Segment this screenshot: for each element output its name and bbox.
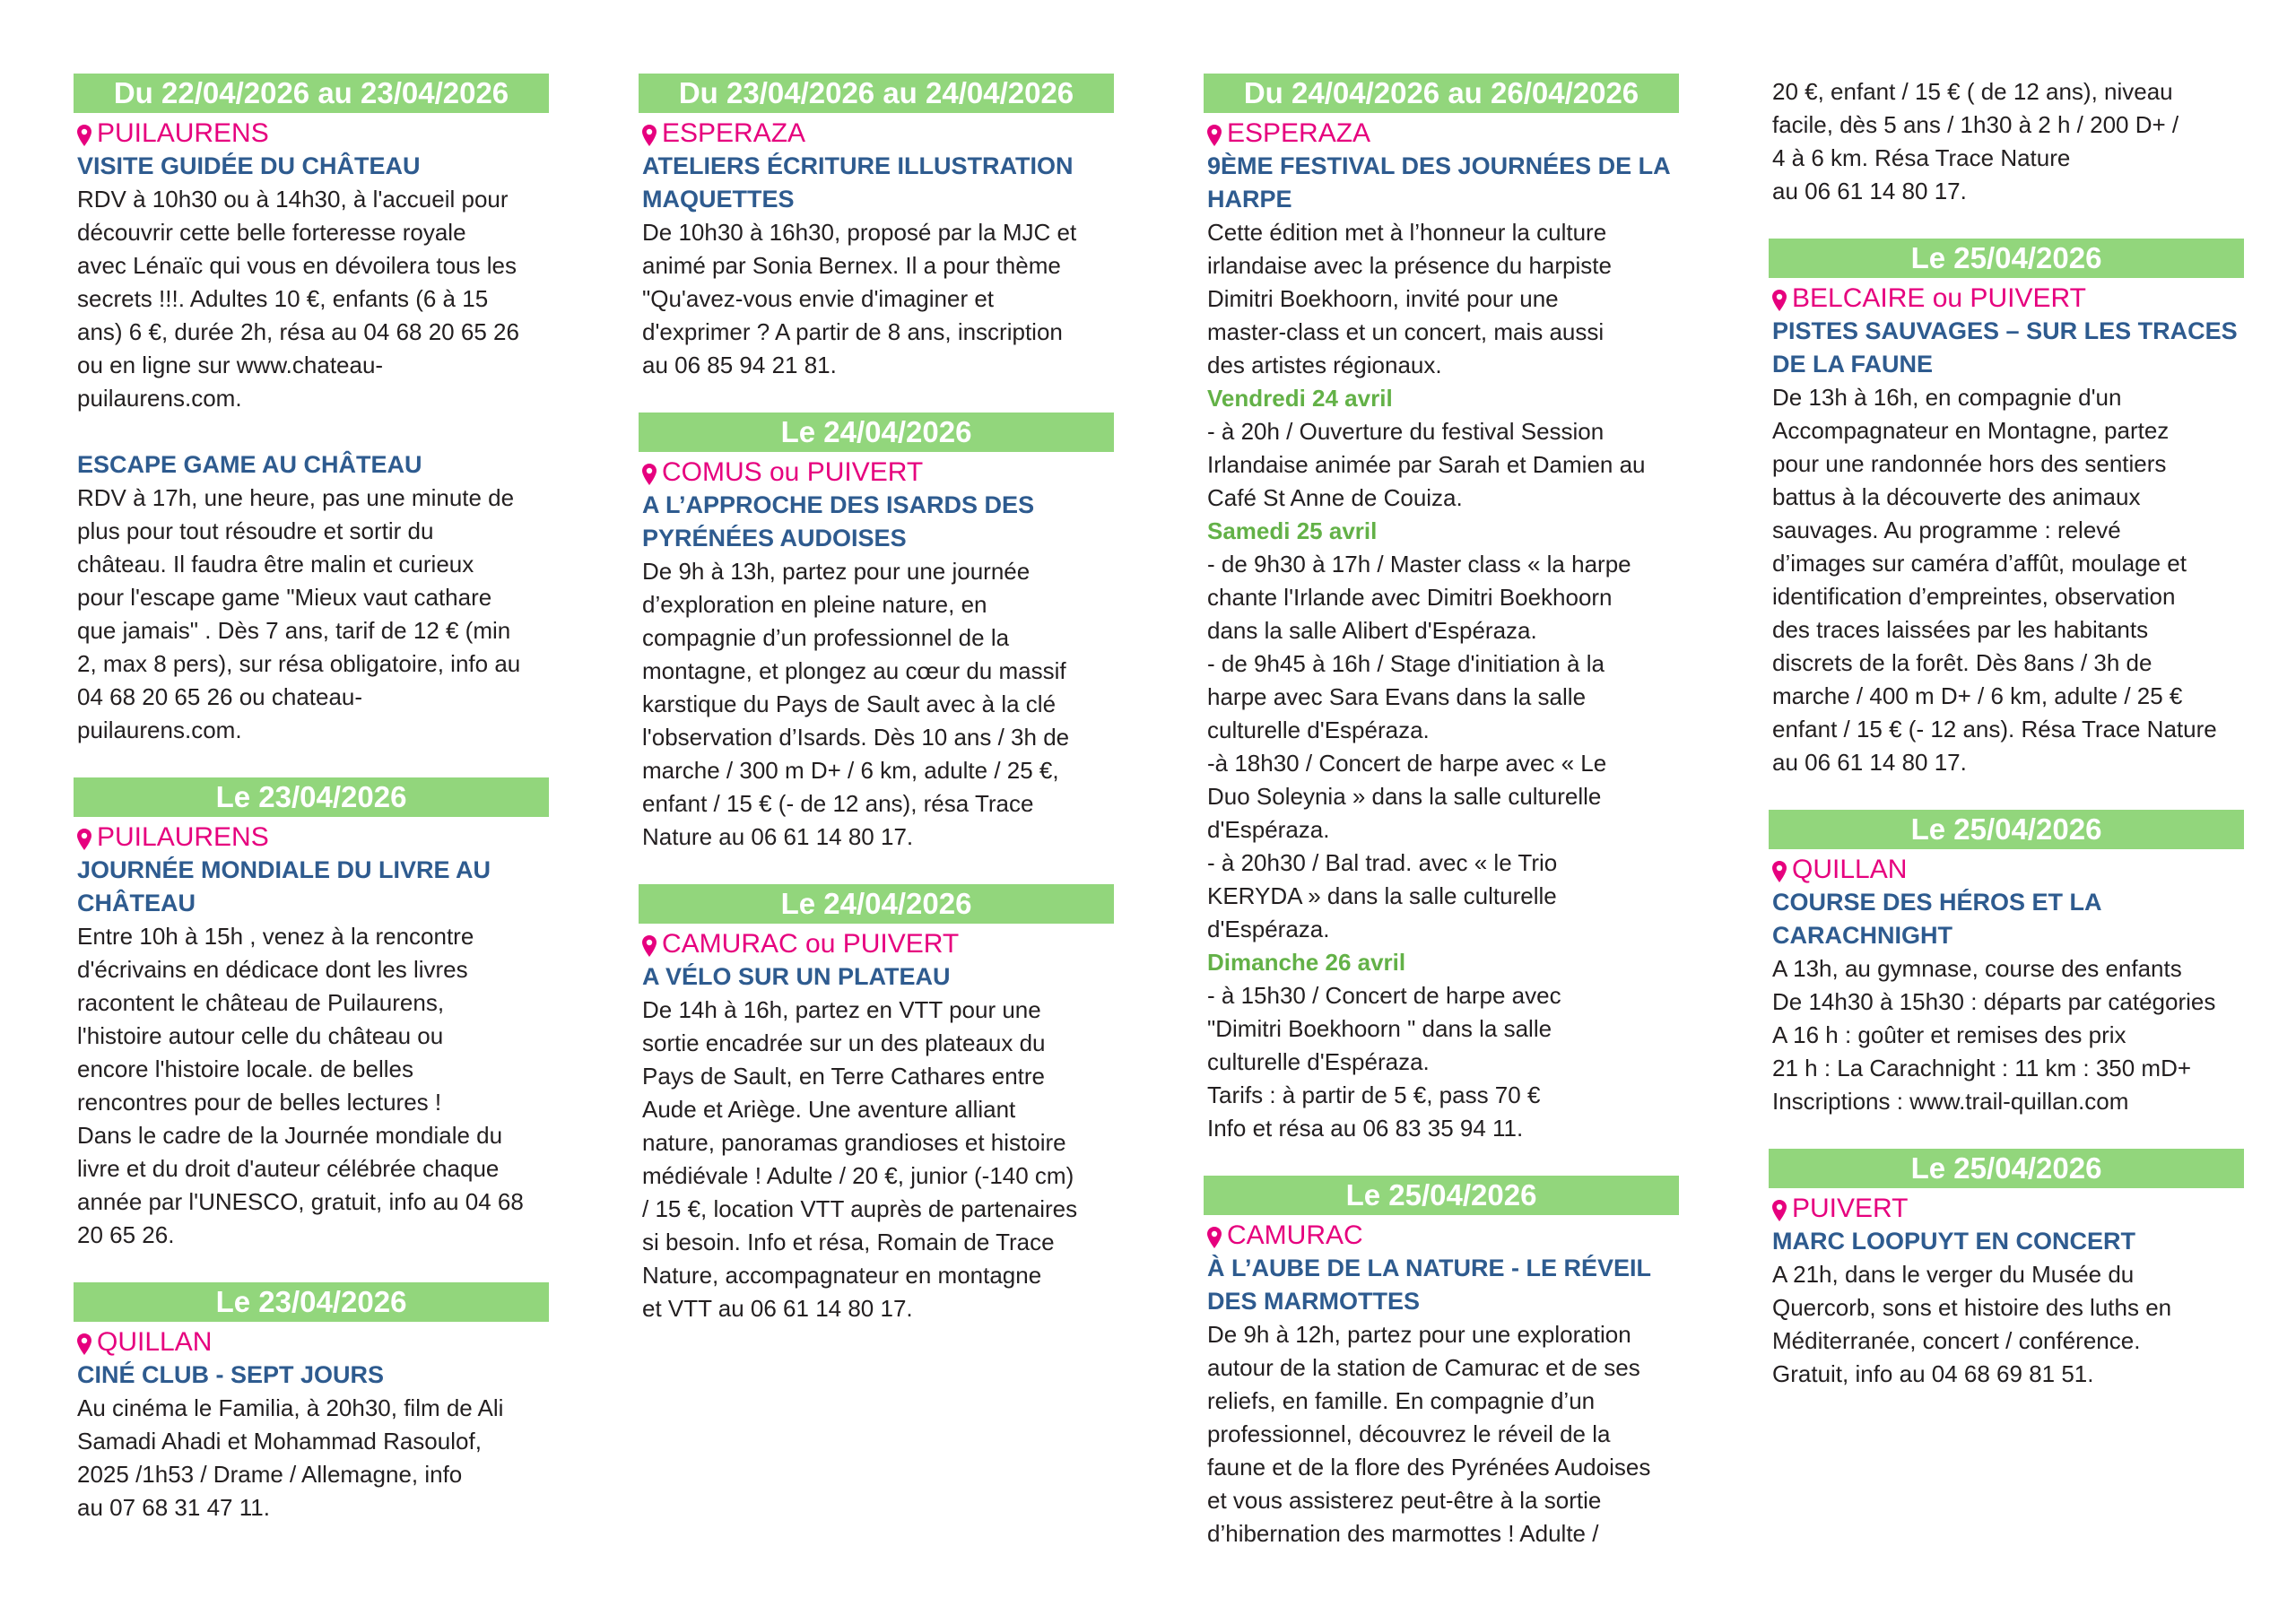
event-description-line: château. Il faudra être malin et curieux [77, 551, 474, 578]
event-description-line: Méditerranée, concert / conférence. [1772, 1327, 2141, 1354]
date-banner: Du 24/04/2026 au 26/04/2026 [1204, 74, 1679, 113]
column-4 [1769, 75, 2244, 1421]
event-description-line: - de 9h45 à 16h / Stage d'initiation à la [1207, 650, 1605, 677]
event-description-line: marche / 400 m D+ / 6 km, adulte / 25 € [1772, 682, 2183, 709]
event-title: MARC LOOPUYT EN CONCERT [1772, 1228, 2135, 1255]
day-heading: Dimanche 26 avril [1207, 949, 1406, 976]
event-description-line: au 06 61 14 80 17. [1772, 749, 1967, 776]
event-description-line: d’images sur caméra d’affût, moulage et [1772, 550, 2187, 577]
event-description-line: des traces laissées par les habitants [1772, 616, 2149, 643]
event-title: A VÉLO SUR UN PLATEAU [642, 963, 951, 990]
event-description-line: 2, max 8 pers), sur résa obligatoire, info au [77, 650, 521, 677]
event-section [639, 884, 1114, 1325]
event-description-line: ans) 6 €, durée 2h, résa au 04 68 20 65 26 [77, 318, 519, 345]
event-description-line: - à 20h30 / Bal trad. avec « le Trio [1207, 849, 1558, 876]
event-description-line: l'histoire autour celle du château ou [77, 1022, 444, 1049]
location-line [74, 1325, 549, 1359]
location-line [74, 821, 549, 854]
event-description-line: reliefs, en famille. En compagnie d’un [1207, 1387, 1596, 1414]
location-name: PUIVERT [1792, 1194, 1909, 1223]
date-banner: Le 25/04/2026 [1204, 1176, 1679, 1215]
location-line [639, 927, 1114, 960]
event-description-line: facile, dès 5 ans / 1h30 à 2 h / 200 D+ / [1772, 111, 2179, 138]
event-section [1769, 239, 2244, 779]
event-title: 9ÈME FESTIVAL DES JOURNÉES DE LA [1207, 152, 1671, 179]
event-description-line: pour l'escape game "Mieux vaut cathare [77, 584, 492, 611]
event-description-line: KERYDA » dans la salle culturelle [1207, 882, 1557, 909]
event-description-line: De 14h30 à 15h30 : départs par catégories [1772, 988, 2216, 1015]
date-banner: Le 25/04/2026 [1769, 810, 2244, 849]
event-description-line: compagnie d’un professionnel de la [642, 624, 1010, 651]
event-description-line: A 21h, dans le verger du Musée du [1772, 1261, 2135, 1288]
event-description-line: Aude et Ariège. Une aventure alliant [642, 1096, 1016, 1123]
event-title: CARACHNIGHT [1772, 922, 1952, 949]
event-description-line: professionnel, découvrez le réveil de la [1207, 1420, 1611, 1447]
event-title: A L’APPROCHE DES ISARDS DES [642, 491, 1035, 518]
date-banner: Le 24/04/2026 [639, 413, 1114, 452]
event-section [74, 74, 549, 747]
event-title: DES MARMOTTES [1207, 1288, 1421, 1315]
event-description-line: De 10h30 à 16h30, proposé par la MJC et [642, 219, 1077, 246]
event-description-line: racontent le château de Puilaurens, [77, 989, 445, 1016]
event-description-line: d'exprimer ? A partir de 8 ans, inscription [642, 318, 1063, 345]
event-description-line: rencontres pour de belles lectures ! [77, 1089, 442, 1116]
event-title: MAQUETTES [642, 186, 795, 213]
event-section [639, 74, 1114, 382]
event-description-line: sauvages. Au programme : relevé [1772, 517, 2121, 543]
location-name: QUILLAN [1792, 855, 1908, 884]
event-description-line: Inscriptions : www.trail-quillan.com [1772, 1088, 2129, 1115]
event-description-line: RDV à 17h, une heure, pas une minute de [77, 484, 515, 511]
event-description-line: identification d’empreintes, observation [1772, 583, 2176, 610]
event-description-line: secrets !!!. Adultes 10 €, enfants (6 à 15 [77, 285, 489, 312]
column-2 [639, 74, 1114, 1356]
event-description-line: d’exploration en pleine nature, en [642, 591, 987, 618]
location-line [1204, 117, 1679, 150]
event-description-line: discrets de la forêt. Dès 8ans / 3h de [1772, 649, 2152, 676]
event-title: JOURNÉE MONDIALE DU LIVRE AU [77, 856, 491, 883]
event-description-line: Entre 10h à 15h , venez à la rencontre [77, 923, 474, 950]
event-description-line: Samadi Ahadi et Mohammad Rasoulof, [77, 1428, 482, 1455]
event-description-line: livre et du droit d'auteur célébrée chaque [77, 1155, 500, 1182]
event-description-line: 4 à 6 km. Résa Trace Nature [1772, 144, 2071, 171]
event-description-line: Quercorb, sons et histoire des luths en [1772, 1294, 2172, 1321]
event-description-line: Gratuit, info au 04 68 69 81 51. [1772, 1360, 2094, 1387]
event-description-line: / 15 €, location VTT auprès de partenaires [642, 1195, 1078, 1222]
date-banner: Le 23/04/2026 [74, 1282, 549, 1322]
column-3 [1204, 74, 1679, 1581]
location-line [639, 117, 1114, 150]
location-name: CAMURAC ou PUIVERT [662, 929, 960, 959]
event-description-line: si besoin. Info et résa, Romain de Trace [642, 1229, 1055, 1255]
event-description-line: - à 20h / Ouverture du festival Session [1207, 418, 1605, 445]
event-description-line: l'observation d’Isards. Dès 10 ans / 3h de [642, 724, 1070, 751]
location-line [639, 456, 1114, 489]
event-description-line: 04 68 20 65 26 ou chateau- [77, 683, 363, 710]
date-banner: Du 23/04/2026 au 24/04/2026 [639, 74, 1114, 113]
event-description-line: d'écrivains en dédicace dont les livres [77, 956, 468, 983]
location-line [1769, 282, 2244, 315]
event-section [1204, 74, 1679, 1145]
event-description-line: culturelle d'Espéraza. [1207, 1048, 1430, 1075]
event-description-line: puilaurens.com. [77, 385, 242, 412]
event-description-line: pour une randonnée hors des sentiers [1772, 450, 2167, 477]
day-heading: Vendredi 24 avril [1207, 385, 1393, 412]
event-description-line: et VTT au 06 61 14 80 17. [642, 1295, 913, 1322]
location-name: ESPERAZA [662, 118, 806, 148]
event-description-line: irlandaise avec la présence du harpiste [1207, 252, 1612, 279]
event-title: VISITE GUIDÉE DU CHÂTEAU [77, 152, 421, 179]
event-description-line: - à 15h30 / Concert de harpe avec [1207, 982, 1561, 1009]
event-description-line: au 07 68 31 47 11. [77, 1494, 270, 1521]
event-description-line: Pays de Sault, en Terre Cathares entre [642, 1063, 1045, 1090]
event-description-line: Tarifs : à partir de 5 €, pass 70 € [1207, 1081, 1541, 1108]
event-description-line: nature, panoramas grandioses et histoire [642, 1129, 1066, 1156]
event-description-line: puilaurens.com. [77, 716, 242, 743]
location-name: PUILAURENS [97, 118, 269, 148]
event-title: HARPE [1207, 186, 1292, 213]
location-name: BELCAIRE ou PUIVERT [1792, 283, 2086, 313]
event-description-line: découvrir cette belle forteresse royale [77, 219, 466, 246]
event-section [1769, 75, 2244, 208]
event-description-line: ou en ligne sur www.chateau- [77, 352, 384, 378]
event-description-line: RDV à 10h30 ou à 14h30, à l'accueil pour [77, 186, 509, 213]
event-description-line: sortie encadrée sur un des plateaux du [642, 1029, 1046, 1056]
event-description-line: De 9h à 12h, partez pour une exploration [1207, 1321, 1631, 1348]
event-section [639, 413, 1114, 854]
event-description-line: d'Espéraza. [1207, 816, 1330, 843]
event-description-line: faune et de la flore des Pyrénées Audoises [1207, 1454, 1651, 1481]
event-description-line: Accompagnateur en Montagne, partez [1772, 417, 2170, 444]
event-description-line: Dans le cadre de la Journée mondiale du [77, 1122, 503, 1149]
event-section [1204, 1176, 1679, 1550]
location-line [1769, 853, 2244, 886]
event-description-line: "Dimitri Boekhoorn " dans la salle [1207, 1015, 1552, 1042]
date-banner: Le 25/04/2026 [1769, 1149, 2244, 1188]
event-description-line: enfant / 15 € (- de 12 ans), résa Trace [642, 790, 1034, 817]
event-description-line: que jamais" . Dès 7 ans, tarif de 12 € (min [77, 617, 511, 644]
event-description-line: Info et résa au 06 83 35 94 11. [1207, 1115, 1524, 1142]
location-line [1769, 1192, 2244, 1225]
event-description-line: 20 €, enfant / 15 € ( de 12 ans), niveau [1772, 78, 2173, 105]
event-description-line: avec Lénaïc qui vous en dévoilera tous les [77, 252, 517, 279]
event-description-line: A 13h, au gymnase, course des enfants [1772, 955, 2182, 982]
event-description-line: "Qu'avez-vous envie d'imaginer et [642, 285, 995, 312]
event-description-line: Dimitri Boekhoorn, invité pour une [1207, 285, 1559, 312]
location-name: QUILLAN [97, 1327, 213, 1357]
event-title: PYRÉNÉES AUDOISES [642, 525, 907, 551]
date-banner: Le 23/04/2026 [74, 777, 549, 817]
event-description-line: montagne, et plongez au cœur du massif [642, 657, 1066, 684]
date-banner: Le 25/04/2026 [1769, 239, 2244, 278]
event-description-line: 21 h : La Carachnight : 11 km : 350 mD+ [1772, 1055, 2192, 1081]
event-description-line: Café St Anne de Couiza. [1207, 484, 1463, 511]
event-description-line: master-class et un concert, mais aussi [1207, 318, 1605, 345]
event-description-line: animé par Sonia Bernex. Il a pour thème [642, 252, 1061, 279]
date-banner: Le 24/04/2026 [639, 884, 1114, 924]
event-description-line: De 14h à 16h, partez en VTT pour une [642, 996, 1041, 1023]
event-title: ATELIERS ÉCRITURE ILLUSTRATION [642, 152, 1074, 179]
event-section [1769, 1149, 2244, 1391]
date-banner: Du 22/04/2026 au 23/04/2026 [74, 74, 549, 113]
event-description-line: médiévale ! Adulte / 20 €, junior (-140 cm) [642, 1162, 1074, 1189]
event-description-line: culturelle d'Espéraza. [1207, 716, 1430, 743]
event-description-line: Au cinéma le Familia, à 20h30, film de Ali [77, 1394, 504, 1421]
day-heading: Samedi 25 avril [1207, 517, 1378, 544]
event-description-line: De 9h à 13h, partez pour une journée [642, 558, 1031, 585]
event-title: À L’AUBE DE LA NATURE - LE RÉVEIL [1207, 1255, 1652, 1281]
location-name: CAMURAC [1227, 1220, 1363, 1250]
event-description-line: plus pour tout résoudre et sortir du [77, 517, 434, 544]
location-line [74, 117, 549, 150]
event-description-line: d'Espéraza. [1207, 916, 1330, 942]
event-title: DE LA FAUNE [1772, 351, 1934, 378]
event-description-line: d’hibernation des marmottes ! Adulte / [1207, 1520, 1599, 1547]
event-description-line: Duo Soleynia » dans la salle culturelle [1207, 783, 1602, 810]
event-description-line: -à 18h30 / Concert de harpe avec « Le [1207, 750, 1607, 777]
location-name: COMUS ou PUIVERT [662, 457, 924, 487]
event-description-line: 2025 /1h53 / Drame / Allemagne, info [77, 1461, 463, 1488]
event-description-line: chante l'Irlande avec Dimitri Boekhoorn [1207, 584, 1613, 611]
event-title: PISTES SAUVAGES – SUR LES TRACES [1772, 317, 2238, 344]
event-description-line: enfant / 15 € (- 12 ans). Résa Trace Nature [1772, 716, 2217, 743]
event-description-line: au 06 85 94 21 81. [642, 352, 837, 378]
event-description-line: et vous assisterez peut-être à la sortie [1207, 1487, 1602, 1514]
event-section [1769, 810, 2244, 1118]
event-description-line: encore l'histoire locale. de belles [77, 1055, 413, 1082]
location-name: PUILAURENS [97, 822, 269, 852]
event-section [74, 777, 549, 1252]
event-description-line: karstique du Pays de Sault avec à la clé [642, 690, 1057, 717]
event-description-line: année par l'UNESCO, gratuit, info au 04 68 [77, 1188, 524, 1215]
event-description-line: 20 65 26. [77, 1221, 175, 1248]
event-description-line: De 13h à 16h, en compagnie d'un [1772, 384, 2122, 411]
event-description-line: des artistes régionaux. [1207, 352, 1442, 378]
event-description-line: au 06 61 14 80 17. [1772, 178, 1967, 204]
event-description-line: dans la salle Alibert d'Espéraza. [1207, 617, 1537, 644]
event-section [74, 1282, 549, 1524]
event-description-line: - de 9h30 à 17h / Master class « la harpe [1207, 551, 1631, 578]
location-line [1204, 1219, 1679, 1252]
event-description-line: A 16 h : goûter et remises des prix [1772, 1021, 2126, 1048]
event-description-line: Nature, accompagnateur en montagne [642, 1262, 1042, 1289]
event-title: CHÂTEAU [77, 890, 196, 916]
event-description-line: Nature au 06 61 14 80 17. [642, 823, 914, 850]
event-title: CINÉ CLUB - SEPT JOURS [77, 1361, 385, 1388]
event-description-line: marche / 300 m D+ / 6 km, adulte / 25 €, [642, 757, 1059, 784]
event-description-line: battus à la découverte des animaux [1772, 483, 2141, 510]
event-description-line: harpe avec Sara Evans dans la salle [1207, 683, 1587, 710]
column-1 [74, 74, 549, 1555]
event-title: ESCAPE GAME AU CHÂTEAU [77, 451, 422, 478]
event-description-line: Cette édition met à l’honneur la culture [1207, 219, 1607, 246]
event-title: COURSE DES HÉROS ET LA [1772, 889, 2102, 916]
location-name: ESPERAZA [1227, 118, 1371, 148]
event-description-line: Irlandaise animée par Sarah et Damien au [1207, 451, 1646, 478]
event-description-line: autour de la station de Camurac et de ses [1207, 1354, 1640, 1381]
